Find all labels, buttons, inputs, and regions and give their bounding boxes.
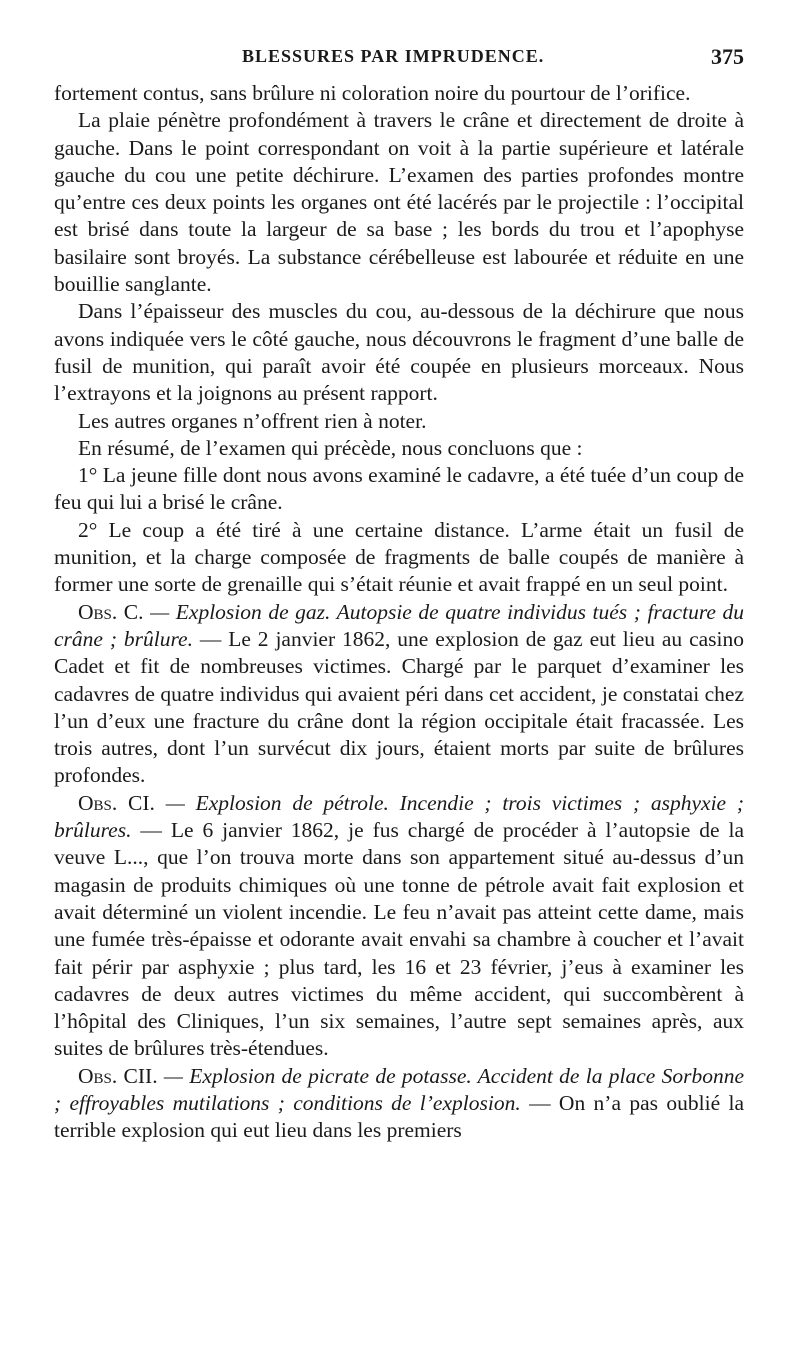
observation-ci <box>54 790 744 1063</box>
observation-body: — Le 2 janvier 1862, une explosion de gaz eut lieu au casino Cadet et fit de nombreuses victimes. Chargé par le parquet d’examiner les cadavres de quatre individus qui avaient péri dans cet accident, je constatai chez l’un d’eux une fracture du crâne dont la région occipitale était fracassée. Les trois autres, dont l’un survécut dix jours, étaient morts par suite de brûlures profondes. <box>54 626 744 788</box>
book-page <box>54 40 744 1145</box>
observation-title: — Explosion de picrate de potasse. Accident de la place Sorbonne ; effroyables mutilations ; conditions de l’explosion. <box>54 1063 744 1115</box>
observation-label: Obs. C. <box>78 599 144 624</box>
page-number: 375 <box>711 44 744 69</box>
observation-title: — Explosion de gaz. Autopsie de quatre individus tués ; fracture du crâne ; brûlure. <box>54 599 744 651</box>
paragraph: La plaie pénètre profondément à travers le crâne et directement de droite à gauche. Dans le point correspondant on voit à la partie supérieure et latérale gauche du cou une petite déchirure. L’examen des parties profondes montre qu’entre ces deux points les organes ont été lacérés par le projectile : l’occipital est brisé dans toute la largeur de sa base ; les bords du trou et l’apophyse basilaire sont broyés. La substance cérébelleuse est labourée et réduite en une bouillie sanglante. <box>54 108 744 297</box>
paragraph: En résumé, de l’examen qui précède, nous concluons que : <box>78 435 583 460</box>
paragraph: Dans l’épaisseur des muscles du cou, au-dessous de la déchirure que nous avons indiquée vers le côté gauche, nous découvrons le fragment d’une balle de fusil de munition, qui paraît avoir été coupée en plusieurs morceaux. Nous l’extrayons et la joignons au présent rapport. <box>54 299 744 406</box>
page-header <box>54 40 744 80</box>
paragraph: 2° Le coup a été tiré à une certaine distance. L’arme était un fusil de munition, et la charge composée de fragments de balle coupés de manière à former une sorte de grenaille qui s’était réunie et avait frappé en un seul point. <box>54 517 744 597</box>
observation-label: Obs. CII. <box>78 1063 158 1088</box>
observation-c <box>54 599 744 790</box>
running-title: BLESSURES PAR IMPRUDENCE. <box>242 46 545 66</box>
observation-body: — On n’a pas oublié la terrible explosion qui eut lieu dans les premiers <box>54 1090 744 1143</box>
paragraph: fortement contus, sans brûlure ni coloration noire du pourtour de l’orifice. <box>54 81 691 105</box>
paragraph: Les autres organes n’offrent rien à noter. <box>78 408 427 433</box>
observation-body: — Le 6 janvier 1862, je fus chargé de procéder à l’autopsie de la veuve L..., que l’on trouva morte dans son appartement situé au-dessus d’un magasin de produits chimiques où une tonne de pétrole avait fait explosion et avait déterminé un violent incendie. Le feu n’avait pas atteint cette dame, mais une fumée très-épaisse et odorante avait envahi sa chambre à coucher et l’avait fait périr par asphyxie ; plus tard, les 16 et 23 février, j’eus à examiner les cadavres de deux autres victimes du même accident, qui succombèrent à l’hôpital des Cliniques, l’un six semaines, l’autre sept semaines après, aux suites de brûlures très-étendues. <box>54 818 745 1061</box>
observation-label: Obs. CI. <box>78 790 155 815</box>
paragraph: 1° La jeune fille dont nous avons examiné le cadavre, a été tuée d’un coup de feu qui lui a brisé le crâne. <box>54 463 744 515</box>
observation-cii <box>54 1063 744 1145</box>
body-text <box>54 80 744 1145</box>
observation-title: — Explosion de pétrole. Incendie ; trois victimes ; asphyxie ; brûlures. <box>54 790 745 843</box>
